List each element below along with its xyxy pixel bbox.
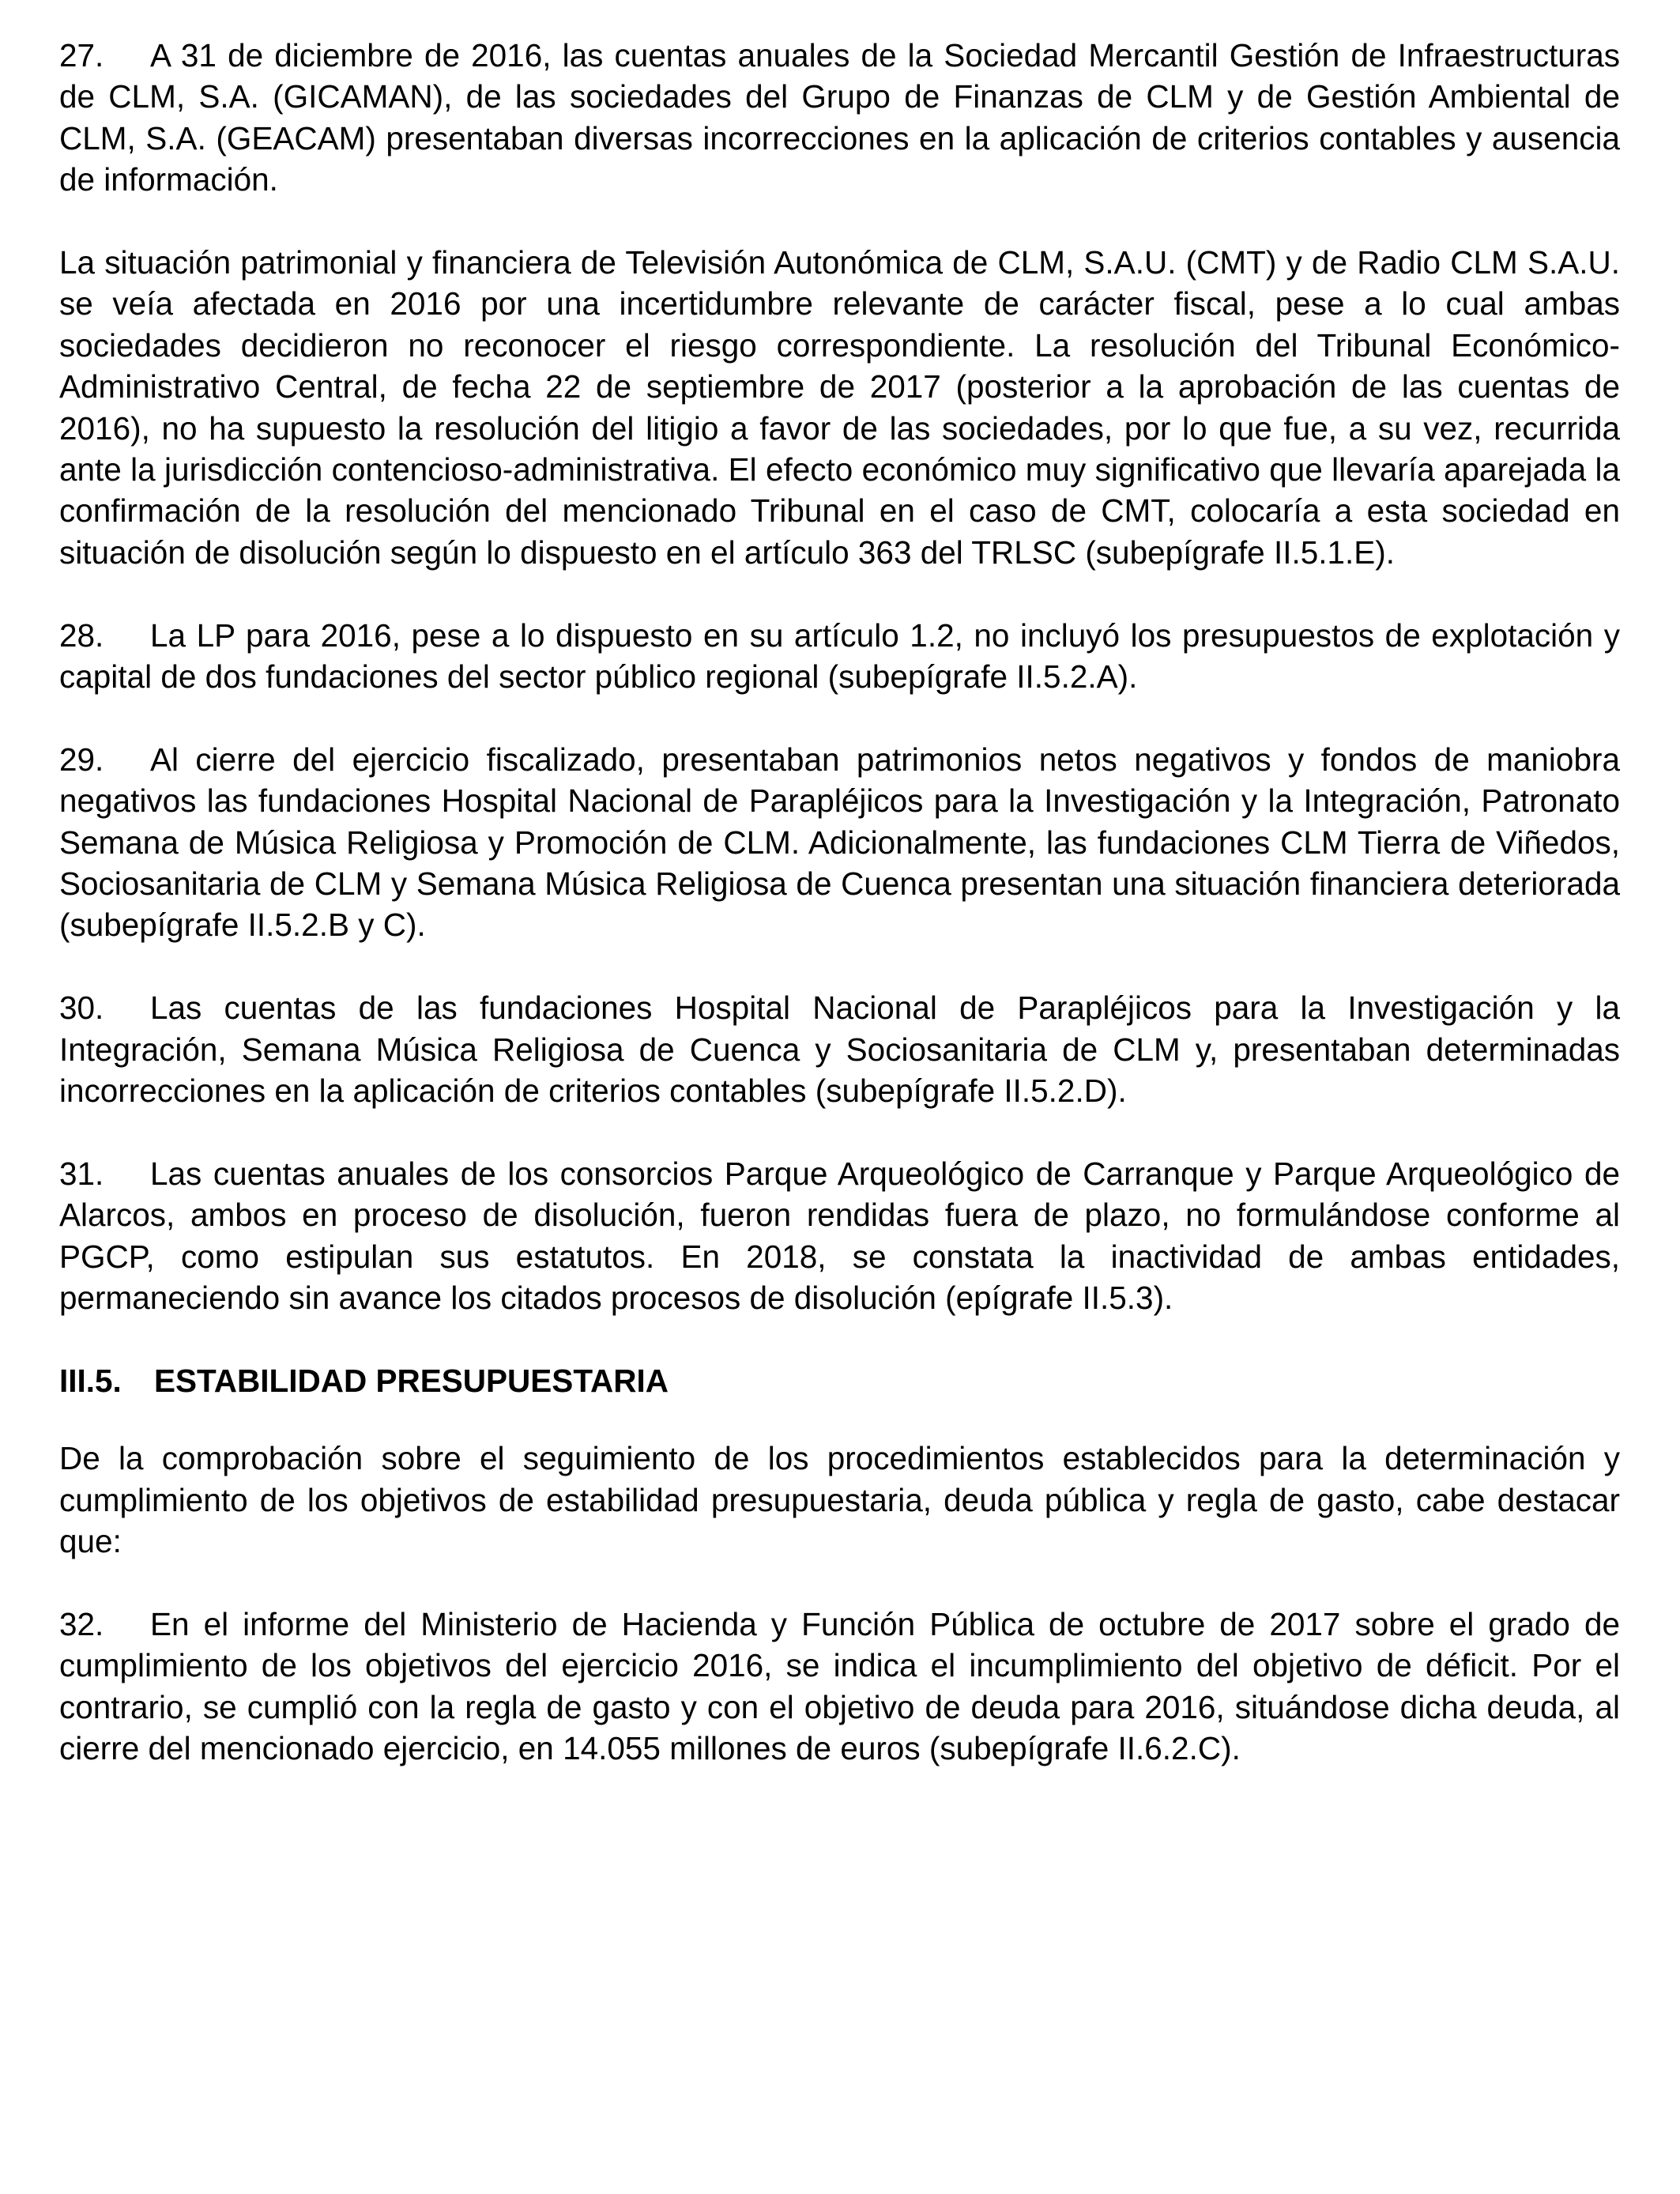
paragraph-28: [59, 615, 1620, 698]
paragraph-text: A 31 de diciembre de 2016, las cuentas anuales de la Sociedad Mercantil Gestión de Infraestructuras de CLM, S.A. (GICAMAN), de las sociedades del Grupo de Finanzas de CLM y de Gestión Ambiental de CLM, S.A. (GEACAM) presentaban diversas incorrecciones en la aplicación de criterios contables y ausencia de información.: [59, 37, 1620, 198]
paragraph-number: 29.: [59, 741, 104, 778]
paragraph-number: 27.: [59, 37, 104, 74]
paragraph-text: En el informe del Ministerio de Hacienda y Función Pública de octubre de 2017 sobre el grado de cumplimiento de los objetivos del ejercicio 2016, se indica el incumplimiento del objetivo de déficit. Por el contrario, se cumplió con la regla de gasto y con el objetivo de deuda para 2016, situándose dicha deuda, al cierre del mencionado ejercicio, en 14.055 millones de euros (subepígrafe II.6.2.C).: [59, 1605, 1620, 1767]
paragraph-number: 32.: [59, 1605, 104, 1642]
paragraph-30: [59, 987, 1620, 1111]
paragraph-text: Las cuentas anuales de los consorcios Parque Arqueológico de Carranque y Parque Arqueológico de Alarcos, ambos en proceso de disolución, fueron rendidas fuera de plazo, no formulándose conforme al PGCP, como estipulan sus estatutos. En 2018, se constata la inactividad de ambas entidades, permaneciendo sin avance los citados procesos de disolución (epígrafe II.5.3).: [59, 1155, 1620, 1317]
paragraph-text: La LP para 2016, pese a lo dispuesto en su artículo 1.2, no incluyó los presupuestos de explotación y capital de dos fundaciones del sector público regional (subepígrafe II.5.2.A).: [59, 616, 1620, 696]
paragraph-number: 30.: [59, 990, 104, 1027]
paragraph-text: Al cierre del ejercicio fiscalizado, presentaban patrimonios netos negativos y fondos de maniobra negativos las fundaciones Hospital Nacional de Parapléjicos para la Investigación y la Integración, Patronato Semana de Música Religiosa y Promoción de CLM. Adicionalmente, las fundaciones CLM Tierra de Viñedos, Sociosanitaria de CLM y Semana Música Religiosa de Cuenca presentan una situación financiera deteriorada (subepígrafe II.5.2.B y C).: [59, 741, 1620, 944]
paragraph-32: [59, 1604, 1620, 1770]
paragraph-text: La situación patrimonial y financiera de Televisión Autonómica de CLM, S.A.U. (CMT) y de Radio CLM S.A.U. se veía afectada en 2016 por una incertidumbre relevante de carácter fiscal, pese a lo cual ambas sociedades decidieron no reconocer el riesgo correspondiente. La resolución del Tribunal Económico-Administrativo Central, de fecha 22 de septiembre de 2017 (posterior a la aprobación de las cuentas de 2016), no ha supuesto la resolución del litigio a favor de las sociedades, por lo que fue, a su vez, recurrida ante la jurisdicción contencioso-administrativa. El efecto económico muy significativo que llevaría aparejada la confirmación de la resolución del mencionado Tribunal en el caso de CMT, colocaría a esta sociedad en situación de disolución según lo dispuesto en el artículo 363 del TRLSC (subepígrafe II.5.1.E).: [59, 244, 1620, 571]
paragraph-29: [59, 739, 1620, 946]
paragraph-31: [59, 1153, 1620, 1319]
document-body: [59, 35, 1620, 1811]
paragraph-number: 28.: [59, 616, 104, 654]
paragraph-27-continued: [59, 242, 1620, 573]
section-title: ESTABILIDAD PRESUPUESTARIA: [154, 1362, 669, 1399]
section-intro-paragraph: [59, 1438, 1620, 1562]
paragraph-number: 31.: [59, 1155, 104, 1192]
section-heading: [59, 1360, 1620, 1401]
paragraph-text: De la comprobación sobre el seguimiento de los procedimientos establecidos para la determinación y cumplimiento de los objetivos de estabilidad presupuestaria, deuda pública y regla de gasto, cabe destacar que:: [59, 1440, 1620, 1560]
paragraph-27: [59, 35, 1620, 201]
paragraph-text: Las cuentas de las fundaciones Hospital Nacional de Parapléjicos para la Investigación y la Integración, Semana Música Religiosa de Cuenca y Sociosanitaria de CLM y, presentaban determinadas incorrecciones en la aplicación de criterios contables (subepígrafe II.5.2.D).: [59, 990, 1620, 1110]
section-number: III.5.: [59, 1362, 122, 1399]
